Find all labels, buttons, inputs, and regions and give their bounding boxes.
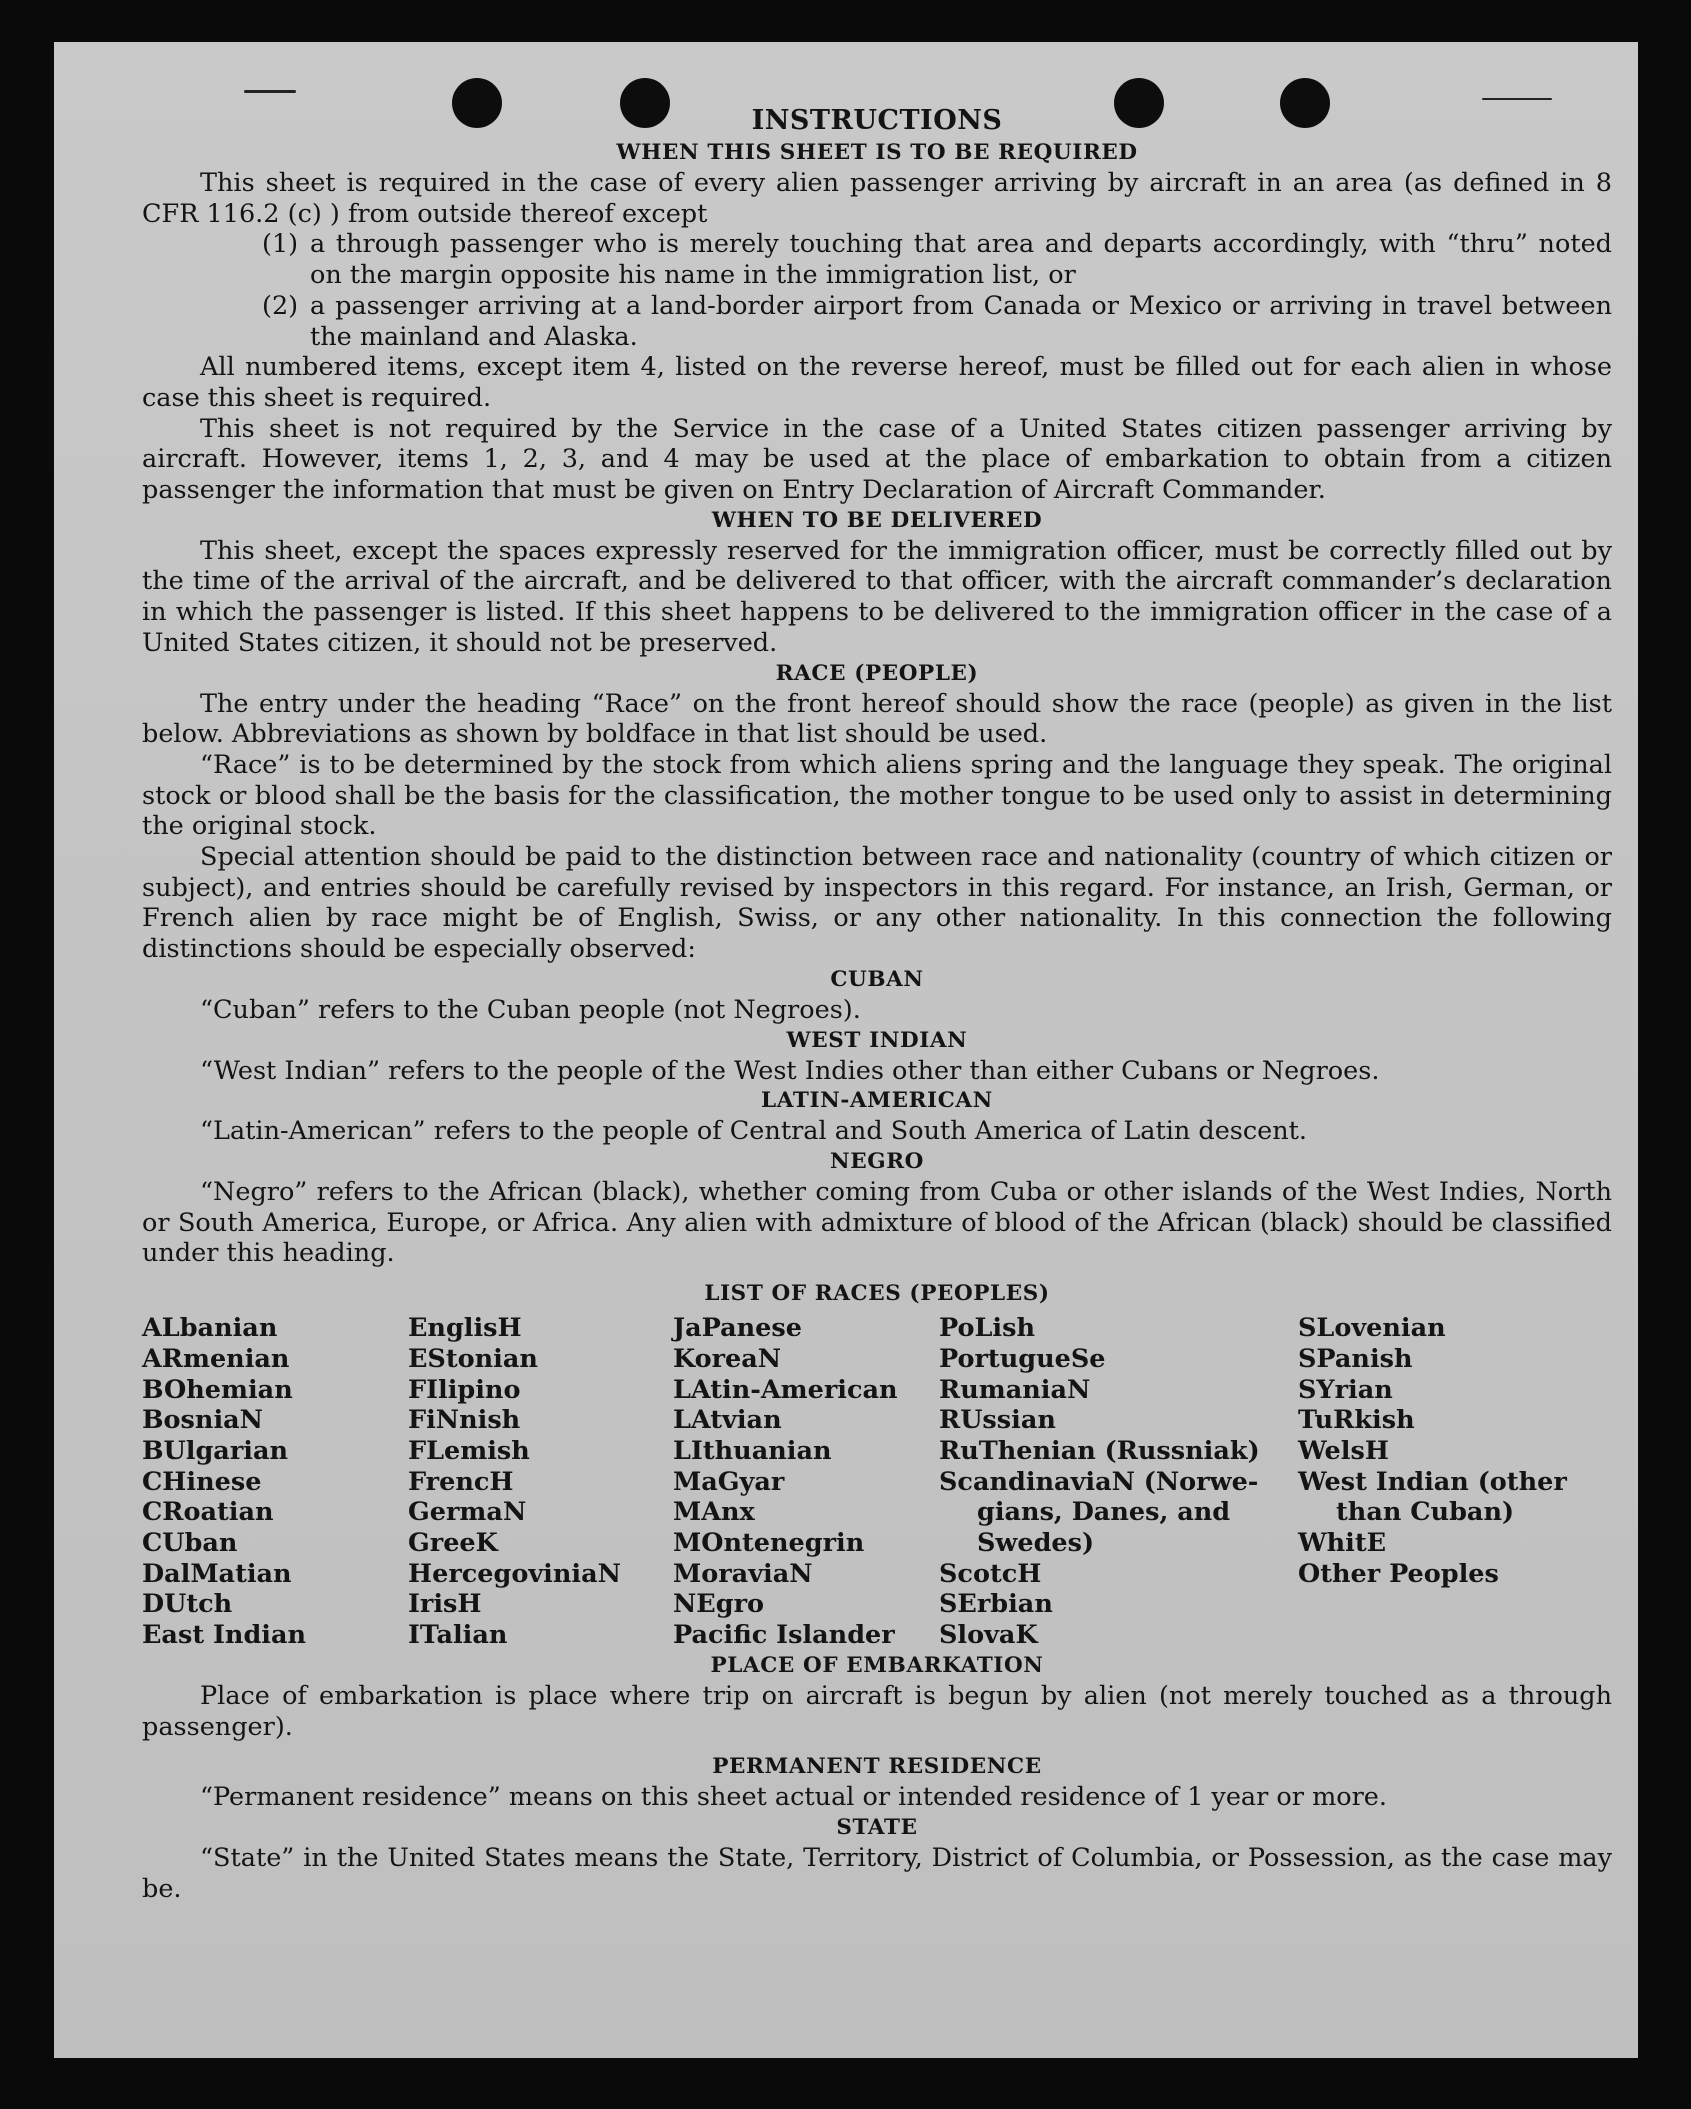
race-entry: BosniaN xyxy=(142,1405,263,1436)
definition: “Cuban” refers to the Cuban people (not Negroes). xyxy=(200,994,861,1025)
race-entry: PoLish xyxy=(939,1313,1036,1344)
race-entry: Swedes) xyxy=(977,1528,1095,1559)
section-heading-required: WHEN THIS SHEET IS TO BE REQUIRED xyxy=(616,140,1138,165)
race-entry: CRoatian xyxy=(142,1497,274,1528)
race-entry: LAtin-American xyxy=(673,1374,898,1405)
race-entry: MAnx xyxy=(673,1497,755,1528)
race-entry: WelsH xyxy=(1298,1435,1389,1466)
race-entry: CHinese xyxy=(142,1466,262,1497)
race-entry: BOhemian xyxy=(142,1374,293,1405)
paragraph: The entry under the heading “Race” on the front hereof should show the race (people) as given in the list below. Abbreviations as shown by boldface in that list should be used. xyxy=(142,688,1612,750)
race-entry: CUban xyxy=(142,1528,238,1559)
list-item xyxy=(142,291,1612,352)
definition: “Permanent residence” means on this sheet actual or intended residence of 1 year or more. xyxy=(200,1782,1387,1813)
race-entry: LAtvian xyxy=(673,1405,782,1436)
race-column xyxy=(673,1313,939,1651)
race-entry: RumaniaN xyxy=(939,1374,1091,1405)
section-heading-list-of-races: LIST OF RACES (PEOPLES) xyxy=(704,1281,1050,1307)
document-page xyxy=(54,42,1638,2058)
race-entry: FIlipino xyxy=(408,1374,521,1405)
scan-mark xyxy=(244,90,296,93)
race-entry: SYrian xyxy=(1298,1374,1393,1405)
race-entry: FrencH xyxy=(408,1466,514,1497)
race-entry: MaGyar xyxy=(673,1466,785,1497)
race-entry: ScotcH xyxy=(939,1558,1042,1589)
race-entry: SErbian xyxy=(939,1589,1053,1620)
race-column xyxy=(408,1313,673,1651)
race-entry: gians, Danes, and xyxy=(977,1497,1231,1528)
race-entry: BUlgarian xyxy=(142,1435,289,1466)
section-heading-negro: NEGRO xyxy=(830,1148,924,1174)
definition: “Latin-American” refers to the people of Central and South America of Latin descent. xyxy=(200,1116,1308,1147)
section-heading-race: RACE (PEOPLE) xyxy=(775,660,979,686)
race-column xyxy=(939,1313,1298,1651)
race-entry: PortugueSe xyxy=(939,1343,1106,1374)
race-entry: SPanish xyxy=(1298,1343,1413,1374)
race-entry: SLovenian xyxy=(1298,1313,1446,1344)
definition: “West Indian” refers to the people of the West Indies other than either Cubans or Negroes. xyxy=(200,1055,1380,1086)
race-entry: ScandinaviaN (Norwe- xyxy=(939,1466,1259,1497)
race-entry: ALbanian xyxy=(142,1313,278,1344)
race-entry: EStonian xyxy=(408,1343,538,1374)
paragraph: All numbered items, except item 4, listed on the reverse hereof, must be filled out for each alien in whose case this sheet is required. xyxy=(142,352,1612,413)
race-entry: IrisH xyxy=(408,1589,482,1620)
race-entry: RUssian xyxy=(939,1405,1056,1436)
instructions-body xyxy=(142,104,1612,1904)
race-entry: MOntenegrin xyxy=(673,1528,865,1559)
race-entry: Pacific Islander xyxy=(673,1620,895,1651)
race-entry: SlovaK xyxy=(939,1620,1038,1651)
race-entry: WhitE xyxy=(1298,1528,1387,1559)
race-entry: West Indian (other xyxy=(1298,1466,1567,1497)
definition: Place of embarkation is place where trip on aircraft is begun by alien (not merely touched as a through passenger). xyxy=(142,1680,1612,1742)
section-heading-delivered: WHEN TO BE DELIVERED xyxy=(711,507,1043,533)
section-heading-state: STATE xyxy=(836,1814,918,1840)
section-heading-latin-american: LATIN-AMERICAN xyxy=(761,1088,993,1114)
race-entry: DUtch xyxy=(142,1589,233,1620)
race-entry: DalMatian xyxy=(142,1558,292,1589)
race-column xyxy=(1298,1313,1598,1651)
race-entry: Other Peoples xyxy=(1298,1558,1499,1589)
race-entry: GreeK xyxy=(408,1528,498,1559)
race-entry: FLemish xyxy=(408,1435,530,1466)
race-entry: RuThenian (Russniak) xyxy=(939,1435,1260,1466)
race-entry: MoraviaN xyxy=(673,1558,813,1589)
paragraph: “Race” is to be determined by the stock from which aliens spring and the language they speak. The original stock or blood shall be the basis for the classification, the mother tongue to be used only to assist in determining the original stock. xyxy=(142,749,1612,842)
paragraph: Special attention should be paid to the distinction between race and nationality (country of which citizen or subject), and entries should be carefully revised by inspectors in this regard. For instance, an Irish, German, or French alien by race might be of English, Swiss, or any other nationality. In this connection the following distinctions should be especially observed: xyxy=(142,842,1612,965)
race-column xyxy=(142,1313,408,1651)
paragraph: This sheet, except the spaces expressly reserved for the immigration officer, must be correctly filled out by the time of the arrival of the aircraft, and be delivered to that officer, with the aircraft commander’s declaration in which the passenger is listed. If this sheet happens to be delivered to the immigration officer in the case of a United States citizen, it should not be preserved. xyxy=(142,535,1612,658)
definition: “Negro” refers to the African (black), whether coming from Cuba or other islands of the West Indies, North or South America, Europe, or Africa. Any alien with admixture of blood of the African (black) should be classified under this heading. xyxy=(142,1176,1612,1269)
item-number: (2) xyxy=(262,290,299,321)
section-heading-cuban: CUBAN xyxy=(830,966,924,992)
race-entry: FiNnish xyxy=(408,1405,521,1436)
race-entry: JaPanese xyxy=(673,1313,802,1344)
section-heading-embarkation: PLACE OF EMBARKATION xyxy=(710,1652,1044,1678)
race-entry: HercegoviniaN xyxy=(408,1558,621,1589)
scan-mark xyxy=(1482,98,1552,100)
race-entry: East Indian xyxy=(142,1620,307,1651)
race-entry: EnglisH xyxy=(408,1313,522,1344)
race-entry: ARmenian xyxy=(142,1343,290,1374)
definition: “State” in the United States means the State, Territory, District of Columbia, or Possession, as the case may be. xyxy=(142,1842,1612,1904)
list-item xyxy=(142,229,1612,290)
race-entry: KoreaN xyxy=(673,1343,782,1374)
section-heading-residence: PERMANENT RESIDENCE xyxy=(712,1754,1042,1780)
item-number: (1) xyxy=(262,229,299,260)
race-entry: LIthuanian xyxy=(673,1435,832,1466)
race-entry: GermaN xyxy=(408,1497,527,1528)
item-text: a passenger arriving at a land-border airport from Canada or Mexico or arriving in travel between the mainland and Alaska. xyxy=(310,290,1612,352)
race-entry: ITalian xyxy=(408,1620,508,1651)
race-entry: TuRkish xyxy=(1298,1405,1415,1436)
race-entry: NEgro xyxy=(673,1589,765,1620)
item-text: a through passenger who is merely touching that area and departs accordingly, with “thru” noted on the margin opposite his name in the immigration list, or xyxy=(310,229,1612,291)
paragraph: This sheet is not required by the Service in the case of a United States citizen passenger arriving by aircraft. However, items 1, 2, 3, and 4 may be used at the place of embarkation to obtain from a citizen passenger the information that must be given on Entry Declaration of Aircraft Commander. xyxy=(142,413,1612,506)
page-title: INSTRUCTIONS xyxy=(751,105,1003,136)
section-heading-west-indian: WEST INDIAN xyxy=(786,1027,968,1053)
race-entry: than Cuban) xyxy=(1336,1497,1515,1528)
paragraph: This sheet is required in the case of every alien passenger arriving by aircraft in an area (as defined in 8 CFR 116.2 (c) ) from outside thereof except xyxy=(142,168,1612,229)
race-list xyxy=(142,1313,1612,1651)
